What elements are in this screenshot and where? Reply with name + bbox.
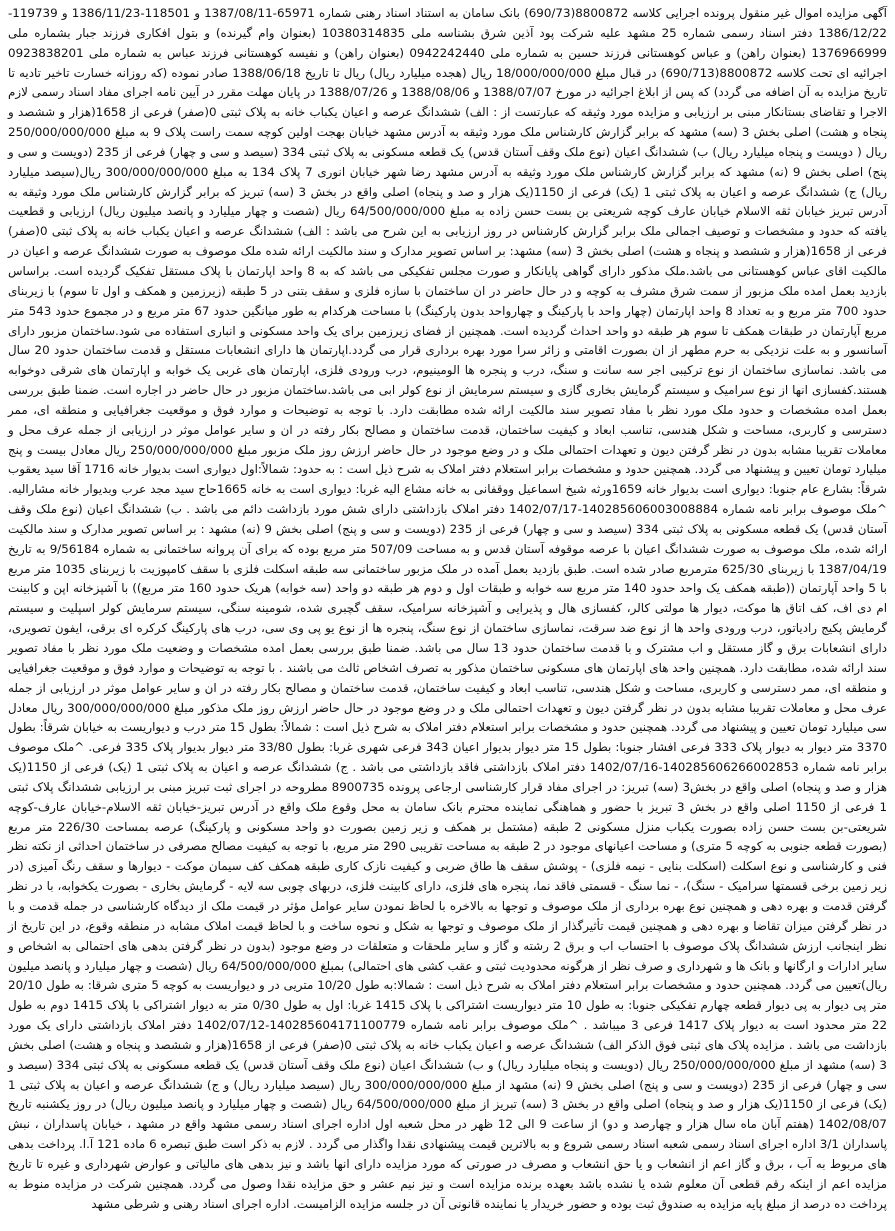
notice-body-text: آگهی مزایده اموال غیر منقول پرونده اجرایی کلاسه 8800872(690/73) بانک سامان به استناد اسناد رهنی شماره 65971-1387/08/11 و 118501-1386/11/23 و 119739-1386/12/22 دفتر اسناد رسمی شماره 25 مشهد علیه شرکت پود آذین شرق بشناسه ملی 10380314835 (بعنوان وام گیرنده) و بتول افکاری فرزند جبار بشماره ملی 1376966999 (بعنوان راهن) و عباس کوهستانی فرزند حسین به شماره ملی 0942242440 (بعنوان راهن) و نفیسه کوهستانی فرزند عباس به شماره ملی 0923838201 اجرائیه ای تحت کلاسه 8800872(690/713) در قبال مبلغ 18/000/000/000 ریال (هجده میلیارد ریال) ریال تا تاریخ 1388/06/18 صادر نموده (که روزانه خسارت تاخیر تادیه تا تاریخ مزایده به آن اضافه می گردد) که پس از ابلاغ اجرائیه در مورخ 1388/07/07 و 1388/08/06 و 1388/07/26 در پایان مهلت مقرر در آیین نامه اجرای مفاد اسناد رسمی لازم الاجرا و تقاضای بستانکار مبنی بر ارزیابی و مزایده مورد وثیقه که عبارتست از : الف) ششدانگ عرصه و اعیان یکباب خانه به پلاک ثبتی 0(صفر) فرعی از 1658(هزار و ششصد و پنجاه و هشت) اصلی بخش 3 (سه) مشهد که برابر گزارش کارشناس ملک مورد وثیقه به آدرس مشهد خیابان بهجت اولین کوچه سمت راست پلاک 9 به مبلغ 250/000/000/000 ریال ( دویست و پنجاه میلیارد ریال) ب) ششدانگ اعیان (نوع ملک وقف آستان قدس) یک قطعه مسکونی به پلاک ثبتی 334 (سیصد و سی و چهار) فرعی از 235 (دویست و سی و پنج) اصلی بخش 9 (نه) مشهد که برابر گزارش کارشناس ملک مورد وثیقه به آدرس مشهد رضا شهر خیابان انوری 7 پلاک 134 به مبلغ 300/000/000/000 ریال(سیصد میلیارد ریال) ج) ششدانگ عرصه و اعیان به پلاک ثبتی 1 (یک) فرعی از 1150(یک هزار و صد و پنجاه) اصلی واقع در بخش 3 (سه) تبریز که برابر گزارش کارشناس ملک مورد وثیقه به آدرس تبریز خیابان ثقه الاسلام خیابان عارف کوچه شریعتی بن بست حسن زاده به مبلغ 64/500/000/000 ریال (شصت و چهار میلیارد و پانصد میلیون ریال) ارزیابی و قطعیت یافته که حدود و مشخصات و توصیف اجمالی ملک برابر گزارش کارشناس در روز ارزیابی به این شرح می باشد : الف) ششدانگ عرصه و اعیان یکباب خانه به پلاک ثبتی 0(صفر) فرعی از 1658(هزار و ششصد و پنجاه و هشت) اصلی بخش 3 (سه) مشهد: بر اساس تصویر مدارک و سند مالکیت ارائه شده ملک موصوف به صورت ششدانگ عرصه و اعیان در مالکیت اقای عباس کوهستانی می باشد.ملک مذکور دارای گواهی پایانکار و صورت مجلس تفکیکی می باشد که به 8 واحد اپارتمان با پلاک مستقل تفکیک گردیده است. براساس بازدید بعمل امده ملک مزبور از سمت شرق مشرف به کوچه و در حال حاضر در ان ساختمان با سازه فلزی و سقف بتنی در 5 طبقه (زیرزمین و همکف و اول تا سوم) با زیربنای حدود 700 متر مربع و به تعداد 8 واحد اپارتمان (چهار واحد با پارکینگ و چهارواحد بدون پارکینگ) با مساحت هرکدام به طور میانگین حدود 67 متر مربع و در مجموع حدود 543 متر مربع آپارتمان در طبقات همکف تا سوم هر طبقه دو واحد احداث گردیده است. همچنین از فضای زیرزمین برای یک واحد مسکونی و انباری استفاده می شود.ساختمان مزبور دارای آسانسور و به علت نزدیکی به حرم مطهر از ان بصورت اقامتی و زائر سرا مورد بهره برداری قرار می گردد.اپارتمان ها دارای انشعابات مستقل و قدمت ساختمان حدود 20 سال می باشد. نماسازی ساختمان از نوع ترکیبی اجر سه سانت و سنگ، درب و پنجره ها الومینیوم، درب ورودی فلزی، اپارتمان های غربی یک خوابه و اپارتمان های شرقی دوخوابه هستند.کفسازی انها از نوع سرامیک و سیستم گرمایش بخاری گازی و سیستم سرمایش از نوع کولر ابی می باشد.ساختمان مزبور در حال حاضر در اجاره است. ضمنا طبق بررسی بعمل امده مشخصات و حدود ملک مورد نظر با مفاد تصویر سند مالکیت ارائه شده مطابقت دارد. با توجه به توضیحات و موارد فوق و موقعیت جغرافیایی و منطقه ای، ممر دسترسی و کاربری، مساحت و شکل هندسی، تناسب ابعاد و کیفیت ساختمان، قدمت ساختمان و مصالح بکار رفته در ان و سایر عوامل موثر در ارزیابی از جمله عرف محل و معاملات تقریبا مشابه بدون در نظر گرفتن دیون و تعهدات احتمالی ملک و در وضع موجود در حال حاضر ارزش روز ملک مزبور مبلغ 250/000/000/000 ریال معادل بیست و پنج میلیارد تومان تعیین و پیشنهاد می گردد. همچنین حدود و مشخصات برابر استعلام دفتر املاک به شرح ذیل است : به حدود: شمالاً:اول دیواری است بدیوار خانه 1716 آقا سید یعقوب شرقاً: بشارع عام جنوبا: دیواری است بدیوار خانه 1659ورثه شیخ اسماعیل ووقفانی به خانه مشاع الیه غربا: دیواری است به خانه 1665حاج سید مجد عرب وبدیوار خانه مشارالیه. ^ملک موصوف برابر نامه شماره 140285606003008884-1402/07/17 دفتر املاک بازداشتی دارای شش مورد بازداشت دائم می باشد . ب) ششدانگ اعیان (نوع ملک وقف آستان قدس) یک قطعه مسکونی به پلاک ثبتی 334 (سیصد و سی و چهار) فرعی از 235 (دویست و سی و پنج) اصلی بخش 9 (نه) مشهد : بر اساس تصویر مدارک و سند مالکیت ارائه شده، ملک موصوف به صورت ششدانگ اعیان با عرصه موقوفه آستان قدس و به مساحت 507/09 متر مربع بوده که برای آن پروانه ساختمانی به شماره 9/56184 به تاریخ 1387/04/19 با زیربنای 625/30 مترمربع صادر شده است. طبق بازدید بعمل آمده در ملک مزبور ساختمانی سه طبقه اسکلت فلزی با سقف کامپوزیت با زیربنای 1035 متر مربع با 5 واحد آپارتمان ((طبقه همکف یک واحد حدود 140 متر مربع سه خوابه و طبقات اول و دوم هر طبقه دو واحد (سه خوابه) هریک حدود 160 متر مربع)) با آشپزخانه اپن و کابینت ام دی اف، کف اتاق ها موکت، دیوار ها مولتی کالر، کفسازی هال و پذیرایی و آشپزخانه سرامیک، سقف گچبری شده، شومینه سنگی، سیستم سرمایش کولر اسپلیت و سیستم گرمایش پکیج رادیاتور، درب ورودی واحد ها از نوع ضد سرقت، نماسازی ساختمان از نوع سنگ، پنجره ها از نوع یو پی وی سی، درب های پارکینگ کرکره ای برقی، ایفون تصویری، دارای انشعابات برق و گاز مستقل و اب مشترک و با قدمت ساختمان حدود 13 سال می باشد. ضمنا طبق بررسی بعمل امده مشخصات و وضعیت ملک مورد نظر با مفاد تصویر سند ارائه شده، مطابقت دارد. همچنین واحد های اپارتمان های مسکونی ساختمان مذکور به تصرف اشخاص ثالث می باشند . با توجه به توضیحات و موارد فوق و موقعیت جغرافیایی و منطقه ای، ممر دسترسی و کاربری، مساحت و شکل هندسی، تناسب ابعاد و کیفیت ساختمان، قدمت ساختمان و مصالح بکار رفته در ان و سایر عوامل موثر در ارزیابی از جمله عرف محل و معاملات تقریبا مشابه بدون در نظر گرفتن دیون و تعهدات احتمالی ملک و در وضع موجود در حال حاضر ارزش روز ملک مذکور مبلغ 300/000/000/000 ریال معادل سی میلیارد تومان تعیین و پیشنهاد می گردد. همچنین حدود و مشخصات برابر استعلام دفتر املاک به شرح ذیل است : شمالاً: بطول 15 متر درب و دیواریست به خیابان شرقاً: بطول 3370 متر دیوار به دیوار پلاک 333 فرعی افشار جنوبا: بطول 15 متر دیوار بدیوار اعیان 343 فرعی شهری غربا: بطول 33/80 متر دیوار بدیوار پلاک 335 فرعی. ^ملک موصوف برابر نامه شماره 140285606266002853-1402/07/16 دفتر املاک بازداشتی فاقد بازداشتی می باشد . ج) ششدانگ عرصه و اعیان به پلاک ثبتی 1 (یک) فرعی از 1150(یک هزار و صد و پنجاه) اصلی واقع در بخش3 (سه) تبریز: در اجرای مفاد قرار کارشناسی ارجاعی پرونده 8900735 مطروحه در اجرای ثبت تبریز مبنی بر ارزیابی ششدانگ پلاک ثبتی 1 فرعی از 1150 اصلی واقع در بخش 3 تبریز با حضور و هماهنگی نماینده محترم بانک سامان به محل وقوع ملک واقع در آدرس تبریز-خیابان ثقه الاسلام-خیابان عارف-کوچه شریعتی-بن بست حسن زاده بصورت یکباب منزل مسکونی 2 طبقه (مشتمل بر همکف و زیر زمین بصورت دو واحد مسکونی و پارکینگ) عرصه بمساحت 226/30 متر مربع (بصورت قطعه جنوبی به کوچه 5 متری) و مساحت اعیانهای موجود در 2 طبقه به مساحت تقریبی 290 متر مربع، با توجه به کیفیت مصالح مصرفی در ساختمان احداثی از نکته نظر فنی و کارشناسی و نوع اسکلت (اسکلت بنایی - نیمه فلزی) - پوشش سقف ها طاق ضربی و کیفیت نازک کاری طبقه همکف کف سیمان موکت - دیوارها و سقف رنگ آمیزی (در زیر زمین برخی قسمتها سرامیک - سنگ)، - نما سنگ - قسمتی فاقد نما، پنجره های فلزی، دارای کابینت فلزی، دربهای چوبی سه لایه - گرمایش بخاری - بصورت یکخوابه، با در نظر گرفتن قدمت و بهره دهی و همچنین نوع بهره برداری از ملک موصوف و توجها به بالاخره با لحاظ نمودن سایر عوامل مؤثر در قیمت ملک از دیدگاه کارشناسی در جمله قدمت و با در نظر گرفتن میزان تقاضا و بهره دهی و همچنین قیمت تأثیرگذار از ملک موصوف و توجها به شکل و نحوه ساخت و با لحاظ قیمت املاک مشابه در منطقه وقوع، در این تاریخ از نظر اینجانب ارزش ششدانگ پلاک موصوف با احتساب اب و برق 2 رشته و گاز و سایر ملحقات و متعلقات در وضع موجود (بدون در نظر گرفتن بدهی های احتمالی به اشخاص و سایر ادارات و ارگانها و بانک ها و شهرداری و صرف نظر از هرگونه محدودیت ثبتی و عقب کشی های احتمالی) بمبلغ 64/500/000/000 ریال (شصت و چهار میلیارد و پانصد میلیون ریال)تعیین می گردد. همچنین حدود و مشخصات برابر استعلام دفتر املاک به شرح ذیل است : شمالا:به طول 10/20 متریی در و دیواریست به کوچه 5 متری شرقا: به طول 20/10 متر پی دیوار به پی دیوار قطعه چهارم تفکیکی جنوبا: به طول 10 متر دیواریست اشتراکی با پلاک 1415 غربا: اول به طول 0/30 متر به دیوار اشتراکی با پلاک 1415 دوم به طول 22 متر محدود است به دیوار پلاک 1417 فرعی 3 میباشد . ^ملک موصوف برابر نامه شماره 140285604171100779-1402/07/12 دفتر املاک بازداشتی دارای یک مورد بازداشت می باشد . مزایده پلاک های ثبتی فوق الذکر الف) ششدانگ عرصه و اعیان یکباب خانه به پلاک ثبتی 0(صفر) فرعی از 1658(هزار و ششصد و پنجاه و هشت) اصلی بخش 3 (سه) مشهد از مبلغ 250/000/000/000 ریال (دویست و پنجاه میلیارد ریال) و ب) ششدانگ اعیان (نوع ملک وقف آستان قدس) یک قطعه مسکونی به پلاک ثبتی 334 (سیصد و سی و چهار) فرعی از 235 (دویست و سی و پنج) اصلی بخش 9 (نه) مشهد از مبلغ 300/000/000/000 ریال (سیصد میلیارد ریال) و ج) ششدانگ عرصه و اعیان به پلاک ثبتی 1 (یک) فرعی از 1150(یک هزار و صد و پنجاه) اصلی واقع در بخش 3 (سه) تبریز از مبلغ 64/500/000/000 ریال (شصت و چهار میلیارد و پانصد میلیون ریال) در روز یکشنبه تاریخ 1402/08/07 (هفتم آبان ماه سال هزار و چهارصد و دو) از ساعت 9 الی 12 ظهر در محل شعبه اول اداره اجرای اسناد رسمی مشهد واقع در مشهد ، خیابان پاسداران ، نبش پاسداران 3/1 اداره اجرای اسناد رسمی شعبه اسناد رسمی شروع و به بالاترین قیمت پیشنهادی نقدا واگذار می گردد . لازم به ذکر است طبق تبصره 6 ماده 121 آ.ا. پرداخت بدهی های مربوط به آب ، برق و گاز اعم از انشعاب و یا حق انشعاب و مصرف در صورتی که مورد مزایده دارای انها باشد و نیز بدهی های مالیاتی و عوارض شهرداری و غیره تا تاریخ مزایده اعم از اینکه رقم قطعی آن معلوم شده یا نشده باشد بعهده برنده مزایده است و نیز نیم عشر و حق مزایده نقدا وصول می گردد. همچنین شرکت در مزایده منوط به پرداخت ده درصد از مبلغ پایه مزایده به صندوق ثبت بوده و حضور خریدار یا نماینده قانونی آن در جلسه مزایده الزامیست. اداره اجرای اسناد رهنی و شرطی مشهد: [8, 6, 888, 1211]
